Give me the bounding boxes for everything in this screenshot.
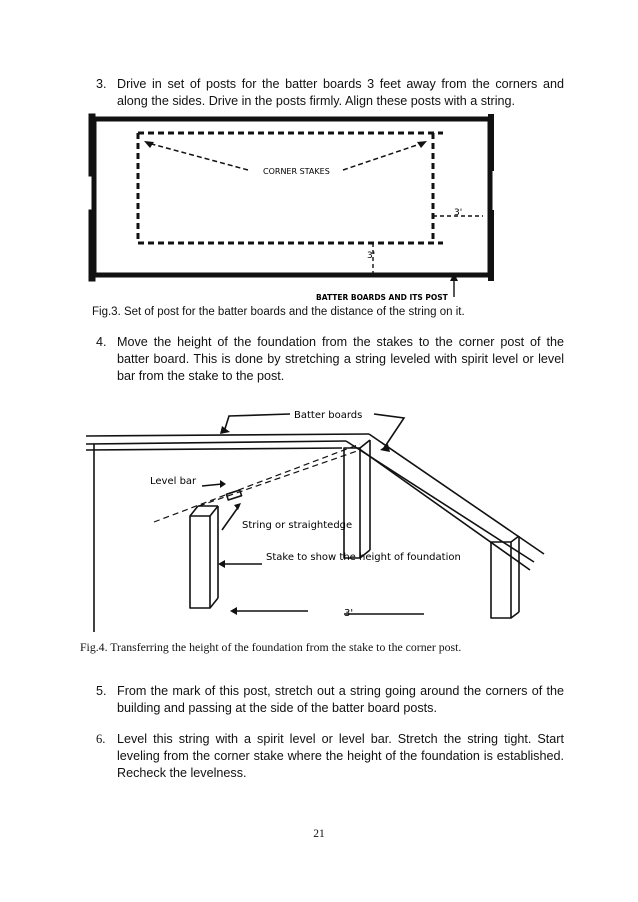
item-number: 4. — [96, 335, 107, 349]
item-text: Drive in set of posts for the batter boards 3 feet away from the corners and along the sides. Drive in the posts firmly. Align these posts with a string. — [117, 77, 564, 108]
figure-4-caption: Fig.4. Transferring the height of the foundation from the stake to the corner post. — [80, 640, 462, 654]
label-distance-right: 3' — [454, 208, 463, 218]
label-string-straightedge: String or straightedge — [242, 520, 353, 531]
item-number: 6. — [96, 732, 106, 746]
instruction-item-4 — [96, 334, 564, 385]
instruction-item-5 — [96, 683, 564, 717]
figure-3-diagram — [88, 113, 500, 303]
instruction-item-6 — [96, 731, 564, 782]
instruction-item-3 — [96, 76, 564, 110]
item-text: Move the height of the foundation from the stakes to the corner post of the batter board. This is done by stretching a string leveled with spirit level or level bar from the stake to the post. — [117, 335, 564, 383]
page-number: 21 — [313, 828, 325, 840]
item-text: Level this string with a spirit level or level bar. Stretch the string tight. Start leveling from the corner stake where the height of the foundation is established. Recheck the levelness. — [117, 732, 564, 780]
item-number: 5. — [96, 684, 107, 698]
figure-4-diagram — [84, 404, 550, 632]
figure-3-caption: Fig.3. Set of post for the batter boards and the distance of the string on it. — [92, 306, 465, 318]
label-distance-bottom: 3' — [367, 251, 376, 261]
label-level-bar: Level bar — [150, 476, 197, 487]
label-batter-boards: Batter boards — [294, 410, 363, 421]
label-corner-stakes: CORNER STAKES — [263, 167, 330, 176]
item-number: 3. — [96, 77, 107, 91]
label-stake-foundation: Stake to show the height of foundation — [266, 552, 461, 563]
label-distance: 3' — [344, 608, 354, 619]
item-text: From the mark of this post, stretch out a string going around the corners of the building and passing at the side of the batter board posts. — [117, 684, 564, 715]
label-batter-boards-post: BATTER BOARDS AND ITS POST — [316, 293, 448, 302]
